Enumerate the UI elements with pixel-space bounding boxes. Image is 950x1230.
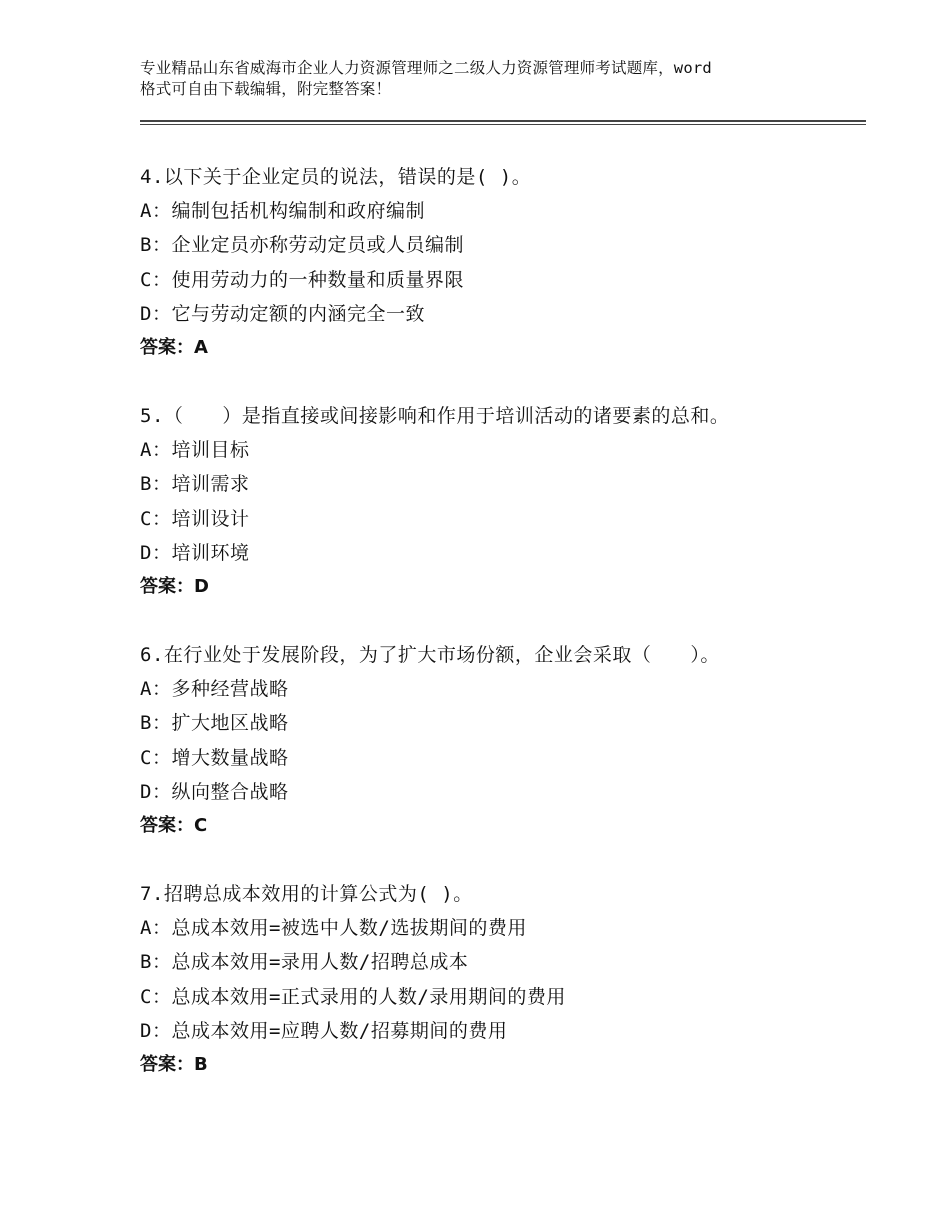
option-c: C：使用劳动力的一种数量和质量界限 <box>140 268 464 291</box>
question-5 <box>140 399 860 604</box>
answer: 答案：A <box>140 336 208 358</box>
option-b: B：培训需求 <box>140 473 250 496</box>
option-d: D：纵向整合战略 <box>140 780 289 803</box>
question-stem: 5.（ ）是指直接或间接影响和作用于培训活动的诸要素的总和。 <box>140 405 730 427</box>
answer: 答案：B <box>140 1053 208 1075</box>
option-a: A：总成本效用=被选中人数/选拔期间的费用 <box>140 917 527 940</box>
option-a: A：培训目标 <box>140 439 250 462</box>
option-b: B：总成本效用=录用人数/招聘总成本 <box>140 951 469 974</box>
header-line-2: 格式可自由下载编辑，附完整答案！ <box>140 80 392 98</box>
option-a: A：编制包括机构编制和政府编制 <box>140 200 425 223</box>
question-7 <box>140 877 860 1082</box>
answer: 答案：C <box>140 814 208 836</box>
answer: 答案：D <box>140 575 209 597</box>
header-line-1: 专业精品山东省威海市企业人力资源管理师之二级人力资源管理师考试题库，word <box>140 59 712 77</box>
header-divider-thin <box>140 124 866 125</box>
question-stem: 4.以下关于企业定员的说法，错误的是( )。 <box>140 166 532 188</box>
header-divider-thick <box>140 120 866 122</box>
option-d: D：总成本效用=应聘人数/招募期间的费用 <box>140 1019 508 1042</box>
option-c: C：增大数量战略 <box>140 746 289 769</box>
option-b: B：扩大地区战略 <box>140 712 289 735</box>
option-b: B：企业定员亦称劳动定员或人员编制 <box>140 234 464 257</box>
question-stem: 7.招聘总成本效用的计算公式为( )。 <box>140 883 473 905</box>
question-6 <box>140 638 860 843</box>
question-stem: 6.在行业处于发展阶段，为了扩大市场份额，企业会采取（ ）。 <box>140 644 720 666</box>
option-d: D：它与劳动定额的内涵完全一致 <box>140 302 425 325</box>
document-header <box>140 58 840 100</box>
option-c: C：培训设计 <box>140 507 250 530</box>
option-d: D：培训环境 <box>140 541 250 564</box>
option-a: A：多种经营战略 <box>140 678 289 701</box>
option-c: C：总成本效用=正式录用的人数/录用期间的费用 <box>140 985 566 1008</box>
question-4 <box>140 160 860 365</box>
